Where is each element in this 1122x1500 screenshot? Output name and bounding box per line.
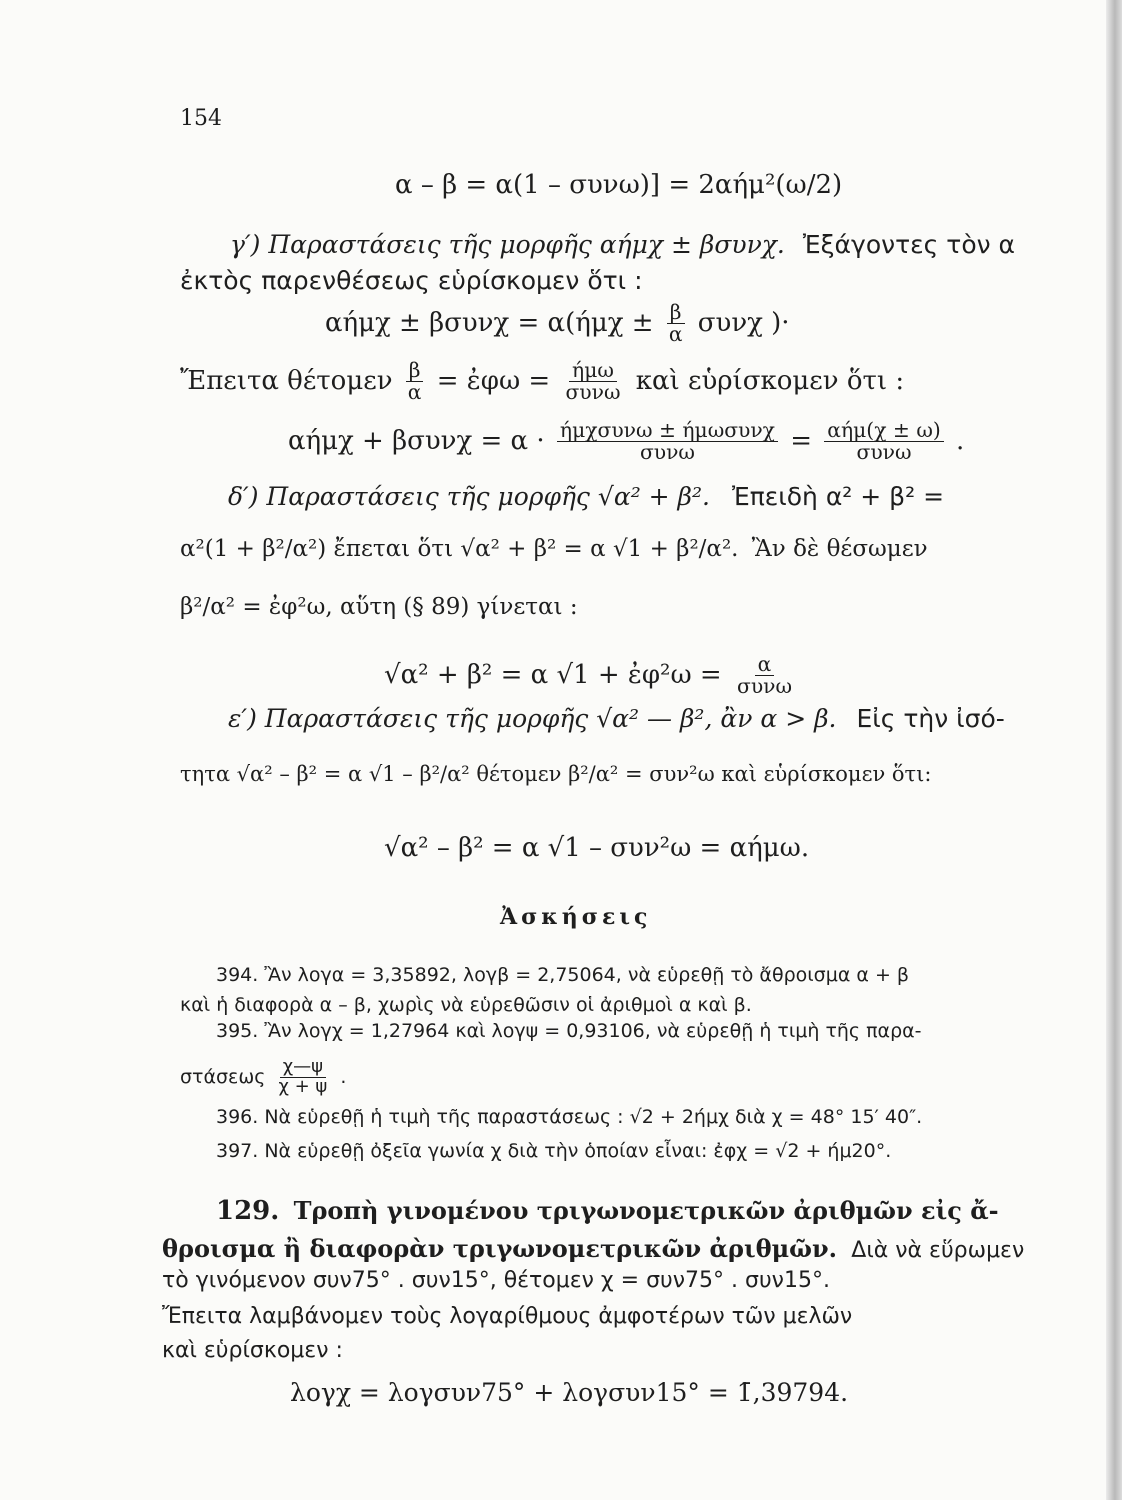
section-text-1: Διὰ νὰ εὕρωμεν [851, 1238, 1025, 1263]
delta-text: Ἐπειδὴ α² + β² = [731, 482, 945, 511]
gamma-text: Ἐξάγοντες τὸν α [802, 230, 1016, 259]
equation-5-body: α²(1 + β²/α²) ἔπεται ὅτι √α² + β² = α √1 + β²/α². [180, 536, 739, 562]
exercise-394-line-1: 394. Ἂν λογα = 3,35892, λογβ = 2,75064, νὰ εὑρεθῇ τὸ ἄθροισμα α + β [216, 964, 910, 986]
equation-7-fraction [734, 654, 795, 698]
fraction-numerator: β [406, 360, 424, 382]
equation-7-body: √α² + β² = α √1 + ἐφ²ω = [384, 659, 722, 690]
fraction-denominator: χ + ψ [278, 1075, 328, 1097]
fraction-denominator: α [407, 380, 422, 405]
page-number: 154 [180, 106, 222, 131]
fraction-numerator: α [755, 654, 775, 676]
equation-4 [288, 420, 964, 464]
section-number: 129. [216, 1196, 280, 1226]
gamma-paragraph-line-1 [230, 232, 1015, 257]
section-129-text-line-2: τὸ γινόμενον συν75° . συν15°, θέτομεν χ = συν75° . συν15°. [162, 1268, 830, 1293]
gamma-paragraph-line-2: ἐκτὸς παρενθέσεως εὑρίσκομεν ὅτι : [180, 266, 643, 295]
page-edge-shadow [1106, 0, 1122, 1500]
exercise-395-fraction [275, 1058, 330, 1097]
fraction-denominator: συνω [565, 380, 621, 405]
equation-2-right: συνχ )· [697, 307, 790, 338]
fraction-denominator: α [668, 322, 683, 347]
delta-label: δ′) Παραστάσεις τῆς μορφῆς √α² + β². [228, 482, 710, 511]
fraction-numerator: αήμ(χ ± ω) [824, 420, 943, 442]
equation-4-left: αήμχ + βσυνχ = α · [288, 425, 545, 456]
exercise-395-line-1: 395. Ἂν λογχ = 1,27964 καὶ λογψ = 0,93106, νὰ εὑρεθῇ ἡ τιμὴ τῆς παρα- [216, 1020, 922, 1042]
equation-1: α – β = α(1 – συνω)] = 2αήμ²(ω/2) [395, 170, 843, 200]
exercise-396: 396. Νὰ εὑρεθῇ ἡ τιμὴ τῆς παραστάσεως : √2 + 2ήμχ διὰ χ = 48° 15′ 40″. [216, 1106, 923, 1128]
section-129-text-line-4: καὶ εὑρίσκομεν : [162, 1338, 343, 1363]
fraction-numerator: χ—ψ [280, 1058, 326, 1078]
delta-paragraph-line-1 [228, 484, 944, 509]
exercise-394-line-2: καὶ ἡ διαφορὰ α – β, χωρὶς νὰ εὑρεθῶσιν οἱ ἀριθμοὶ α καὶ β. [180, 994, 752, 1016]
equation-5-tail: Ἂν δὲ θέσωμεν [751, 536, 928, 562]
section-129-text-line-3: Ἔπειτα λαμβάνομεν τοὺς λογαρίθμους ἀμφοτέρων τῶν μελῶν [162, 1304, 853, 1329]
fraction-denominator: συνω [856, 440, 912, 465]
exercise-395-word: στάσεως [180, 1065, 266, 1088]
fraction-denominator: συνω [736, 674, 792, 699]
fraction-numerator: ήμω [569, 360, 617, 382]
epsilon-text: Εἰς τὴν ἰσό- [856, 704, 1005, 733]
equation-4-end: . [956, 425, 965, 456]
fraction-denominator: συνω [639, 440, 695, 465]
fraction-numerator: β [667, 302, 685, 324]
equation-2-left: αήμχ ± βσυνχ = α(ήμχ ± [325, 307, 654, 338]
exercises-title: Ἀσκήσεις [500, 904, 652, 930]
equation-3 [180, 360, 904, 404]
equation-3-end: καὶ εὑρίσκομεν ὅτι : [635, 365, 905, 396]
equation-6: β²/α² = ἐφ²ω, αὕτη (§ 89) γίνεται : [180, 594, 578, 620]
equation-2-fraction [666, 302, 686, 346]
exercise-395-end: . [340, 1065, 347, 1088]
equation-4-equals: = [790, 425, 813, 456]
epsilon-label: ε′) Παραστάσεις τῆς μορφῆς √α² — β², ἂν α > β. [228, 704, 837, 733]
fraction-numerator: ήμχσυνω ± ήμωσυνχ [557, 420, 778, 442]
section-title-part-2: θροισμα ἢ διαφορὰν τριγωνομετρικῶν ἀριθμῶν. [162, 1234, 838, 1263]
equation-3-lead: Ἔπειτα θέτομεν [180, 365, 393, 396]
section-129-formula: λογχ = λογσυν75° + λογσυν15° = 1̄,39794. [290, 1378, 849, 1407]
equation-3-mid: = ἐφω = [436, 365, 551, 396]
equation-8: τητα √α² – β² = α √1 – β²/α² θέτομεν β²/α² = συν²ω καὶ εὑρίσκομεν ὅτι: [180, 762, 932, 786]
equation-9: √α² – β² = α √1 – συν²ω = αήμω. [384, 833, 810, 863]
epsilon-paragraph-line-1 [228, 706, 1005, 731]
equation-3-fraction-1 [405, 360, 425, 404]
equation-3-fraction-2 [562, 360, 623, 404]
equation-5 [180, 538, 928, 561]
section-title-part-1: Τροπὴ γινομένου τριγωνομετρικῶν ἀριθμῶν εἰς ἄ- [293, 1196, 999, 1225]
exercise-397: 397. Νὰ εὑρεθῇ ὀξεῖα γωνία χ διὰ τὴν ὁποίαν εἶναι: ἐφχ = √2 + ήμ20°. [216, 1140, 892, 1162]
equation-7 [384, 654, 799, 698]
section-129-heading-line-2 [162, 1236, 1024, 1262]
section-129-heading-line-1 [216, 1198, 999, 1224]
exercise-395-line-2 [180, 1058, 346, 1097]
equation-4-fraction-1 [557, 420, 778, 464]
equation-4-fraction-2 [824, 420, 943, 464]
equation-2 [325, 302, 790, 346]
gamma-label: γ′) Παραστάσεις τῆς μορφῆς αήμχ ± βσυνχ. [230, 230, 785, 259]
